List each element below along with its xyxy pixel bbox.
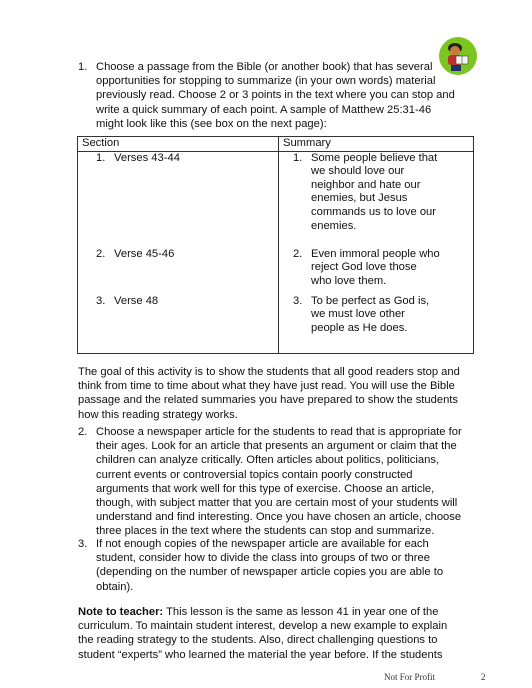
page-number: 2 [481,672,486,682]
summary-line: commands us to love our [311,205,436,218]
summary-line: enemies, but Jesus [311,192,408,205]
section-item-text: Verses 43-44 [114,151,180,164]
footer-text: Not For Profit [384,672,436,682]
item-3-line: obtain). [96,580,134,593]
note-line: student “experts” who learned the material the year before. If the students [78,648,443,661]
summary-line: enemies. [311,219,357,232]
note-line: This lesson is the same as lesson 41 in year one of the [163,606,439,618]
item-3-line: student, consider how to divide the class into groups of two or three [96,552,430,565]
summary-line: we should love our [311,165,405,178]
item-3-line: If not enough copies of the newspaper article are available for each [96,538,429,550]
section-item-text: Verse 48 [114,294,159,307]
summary-item-number: 3. [293,294,303,307]
summary-item-text [311,295,429,336]
summary-line: people as He does. [311,321,408,334]
header-summary: Summary [279,137,474,152]
summary-cell [279,151,474,353]
item-1-text [96,60,455,131]
summary-line: we must love other [311,308,405,321]
item-2-line: Choose a newspaper article for the students to read that is appropriate for [96,426,462,438]
section-item-text: Verse 45-46 [114,247,175,260]
summary-item-text [311,248,440,289]
summary-item-text [311,152,437,234]
item-3-text [96,537,443,594]
summary-line: who love them. [311,274,387,287]
goal-line: how this reading strategy works. [78,408,238,421]
table-header-row [78,137,474,152]
item-2-line: arguments that work well for this type of exercise. Choose an article, [96,482,435,495]
item-1-line: Choose a passage from the Bible (or another book) that has several [96,61,433,73]
item-2-line: their ages. Look for an article that presents an argument or claim that the [96,440,457,453]
item-2-number: 2. [78,426,88,438]
item-1-line: might look like this (see box on the next page): [96,117,327,130]
item-2-line: current events or controversial topics contain poorly constructed [96,468,413,481]
note-line: the reading strategy to the students. Also, direct challenging questions to [78,634,438,647]
summary-line: To be perfect as God is, [311,294,430,307]
item-2-text [96,425,462,539]
section-item-number: 1. [96,151,106,164]
item-1-line: write a quick summary of each point. A sample of Matthew 25:31-46 [96,103,432,116]
goal-line: passage and the related summaries you have prepared to show the students [78,394,458,407]
section-cell [78,151,279,353]
item-3-line: (depending on the number of newspaper article copies you are able to [96,566,444,579]
summary-line: reject God love those [311,261,417,274]
table-row [78,151,474,353]
summary-item-number: 2. [293,247,303,260]
section-item-number: 3. [96,294,106,307]
summary-line: Some people believe that [311,151,438,164]
summary-table [77,136,474,354]
item-1-number: 1. [78,61,88,73]
goal-paragraph [78,365,460,422]
summary-line: Even immoral people who [311,247,440,260]
goal-line: The goal of this activity is to show the students that all good readers stop and [78,366,460,378]
item-2-line: understand and find interesting. Once you have chosen an article, choose [96,511,462,524]
item-1-line: previously read. Choose 2 or 3 points in the text where you can stop and [96,89,455,102]
summary-item-number: 1. [293,151,303,164]
note-to-teacher [78,605,447,662]
header-section: Section [78,137,279,152]
summary-line: neighbor and hate our [311,178,421,191]
note-line: curriculum. To maintain student interest, develop a new example to explain [78,620,448,633]
item-1-line: opportunities for stopping to summarize (in your own words) material [96,75,436,88]
section-item-number: 2. [96,247,106,260]
item-2-line: three places in the text where the students can stop and summarize. [96,525,435,538]
note-label: Note to teacher: [78,606,164,618]
goal-line: think from time to time about what they have just read. You will use the Bible [78,380,455,393]
item-2-line: though, with subject matter that you are certain most of your students will [96,497,458,510]
item-2-line: children can analyze critically. Often articles about politics, politicians, [96,454,440,467]
item-3-number: 3. [78,538,88,550]
